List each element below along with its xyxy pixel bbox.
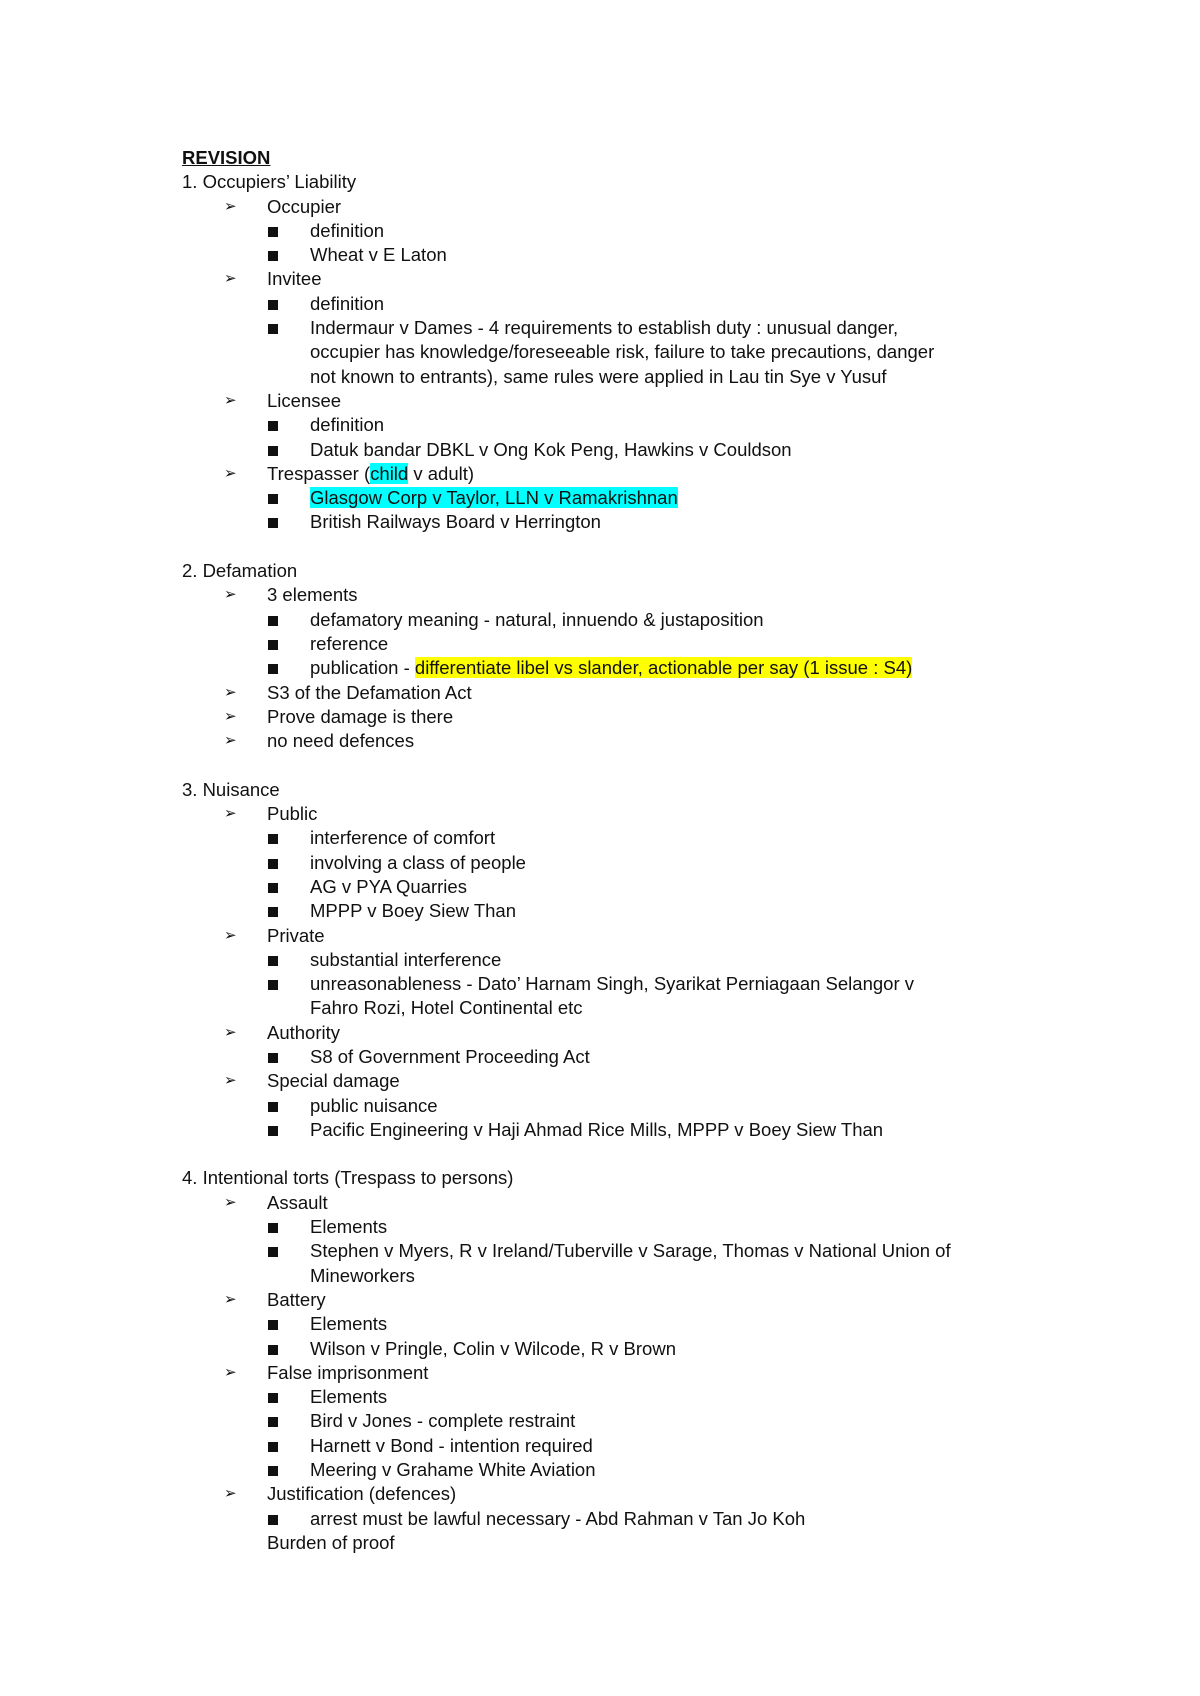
square-bullet-icon (268, 324, 278, 334)
list-item-level2 (182, 1118, 1082, 1142)
sub-item-text: arrest must be lawful necessary - Abd Rahman v Tan Jo Koh (310, 1507, 806, 1529)
sub-item-text: public nuisance (310, 1094, 438, 1116)
sub-item-text: involving a class of people (310, 851, 526, 873)
document-body (182, 146, 1082, 1555)
item-label: Invitee (267, 268, 322, 290)
arrowhead-bullet-icon: ➢ (224, 270, 237, 288)
list-item-level2 (182, 899, 1082, 923)
item-label-pre: Trespasser ( (267, 462, 371, 484)
item-label: Prove damage is there (267, 705, 454, 727)
sub-item-text: Datuk bandar DBKL v Ong Kok Peng, Hawkins v Couldson (310, 438, 792, 460)
square-bullet-icon (268, 1393, 278, 1403)
square-bullet-icon (268, 664, 278, 674)
list-item-level2 (182, 486, 1082, 510)
list-item-level2 (182, 1385, 1082, 1409)
list-item-level2 (182, 972, 1082, 996)
item-label: Battery (267, 1288, 326, 1310)
square-bullet-icon (268, 1126, 278, 1136)
arrowhead-bullet-icon: ➢ (224, 1485, 237, 1503)
sub-item-text: Harnett v Bond - intention required (310, 1434, 593, 1456)
list-item-level1 (182, 267, 1082, 291)
sub-item-text: publication - (310, 657, 415, 679)
item-label: Assault (267, 1191, 328, 1213)
item-label: Authority (267, 1021, 341, 1043)
document-title: REVISION (182, 147, 271, 168)
highlighted-text: Glasgow Corp v Taylor, LLN v Ramakrishnan (310, 487, 678, 509)
list-item-level1 (182, 1361, 1082, 1385)
sub-item-text: Wilson v Pringle, Colin v Wilcode, R v Brown (310, 1337, 676, 1359)
sub-item-text: definition (310, 414, 385, 436)
list-item-level1 (182, 1482, 1082, 1506)
sub-item-text: Fahro Rozi, Hotel Continental etc (310, 997, 583, 1019)
section-heading: 3. Nuisance (182, 778, 280, 800)
arrowhead-bullet-icon: ➢ (224, 391, 237, 409)
square-bullet-icon (268, 494, 278, 504)
section-gap (182, 753, 1082, 777)
sub-item-text: interference of comfort (310, 827, 496, 849)
arrowhead-bullet-icon: ➢ (224, 1290, 237, 1308)
item-label: S3 of the Defamation Act (267, 681, 472, 703)
arrowhead-bullet-icon: ➢ (224, 683, 237, 701)
arrowhead-bullet-icon: ➢ (224, 805, 237, 823)
square-bullet-icon (268, 1466, 278, 1476)
arrowhead-bullet-icon: ➢ (224, 464, 237, 482)
list-item-level1 (182, 1021, 1082, 1045)
list-item-level1 (182, 924, 1082, 948)
sub-item-text: Mineworkers (310, 1264, 415, 1286)
list-item-level2 (182, 243, 1082, 267)
square-bullet-icon (268, 834, 278, 844)
arrowhead-bullet-icon: ➢ (224, 1072, 237, 1090)
list-item-continuation (182, 365, 1082, 389)
list-item-level2 (182, 608, 1082, 632)
sub-item-text: substantial interference (310, 948, 502, 970)
sub-item-text: Elements (310, 1313, 388, 1335)
square-bullet-icon (268, 300, 278, 310)
sub-item-text: not known to entrants), same rules were applied in Lau tin Sye v Yusuf (310, 365, 887, 387)
list-item-level2 (182, 851, 1082, 875)
sub-item-text: Elements (310, 1216, 388, 1238)
list-item-level2 (182, 1094, 1082, 1118)
list-item-level2 (182, 656, 1082, 680)
square-bullet-icon (268, 1515, 278, 1525)
list-item-level2 (182, 413, 1082, 437)
list-item-level2 (182, 510, 1082, 534)
list-item-level2 (182, 1215, 1082, 1239)
list-item-level2 (182, 1045, 1082, 1069)
section-heading: 1. Occupiers’ Liability (182, 171, 357, 193)
highlighted-text: child (370, 462, 409, 484)
sub-item-text: Elements (310, 1386, 388, 1408)
item-label: Licensee (267, 389, 342, 411)
list-item-level1 (182, 195, 1082, 219)
square-bullet-icon (268, 956, 278, 966)
list-item-continuation (182, 996, 1082, 1020)
sub-item-text: British Railways Board v Herrington (310, 511, 601, 533)
list-item-level1 (182, 462, 1082, 486)
sub-item-text: Meering v Grahame White Aviation (310, 1459, 596, 1481)
item-label: Special damage (267, 1070, 400, 1092)
list-item-level1 (182, 583, 1082, 607)
arrowhead-bullet-icon: ➢ (224, 926, 237, 944)
sub-item-text: MPPP v Boey Siew Than (310, 900, 517, 922)
square-bullet-icon (268, 1345, 278, 1355)
sub-item-text: Bird v Jones - complete restraint (310, 1410, 576, 1432)
list-item-level2 (182, 316, 1082, 340)
square-bullet-icon (268, 446, 278, 456)
list-item-level2 (182, 1239, 1082, 1263)
arrowhead-bullet-icon: ➢ (224, 707, 237, 725)
list-item-level2 (182, 1507, 1082, 1531)
square-bullet-icon (268, 1417, 278, 1427)
arrowhead-bullet-icon: ➢ (224, 197, 237, 215)
highlighted-text: differentiate libel vs slander, actionable per say (1 issue : S4) (414, 657, 913, 679)
arrowhead-bullet-icon: ➢ (224, 586, 237, 604)
sub-item-text: Pacific Engineering v Haji Ahmad Rice Mills, MPPP v Boey Siew Than (310, 1118, 884, 1140)
list-item-level1 (182, 729, 1082, 753)
sub-item-text: AG v PYA Quarries (310, 875, 467, 897)
square-bullet-icon (268, 1247, 278, 1257)
list-item-level1 (182, 389, 1082, 413)
item-label: 3 elements (267, 584, 358, 606)
list-item-level1 (182, 1191, 1082, 1215)
section-gap (182, 535, 1082, 559)
square-bullet-icon (268, 251, 278, 261)
trailing-text: Burden of proof (267, 1531, 395, 1553)
square-bullet-icon (268, 227, 278, 237)
sub-item-text: definition (310, 219, 385, 241)
sub-item-text: occupier has knowledge/foreseeable risk, failure to take precautions, danger (310, 341, 935, 363)
sub-item-text: S8 of Government Proceeding Act (310, 1045, 590, 1067)
square-bullet-icon (268, 980, 278, 990)
square-bullet-icon (268, 1223, 278, 1233)
list-item-level2 (182, 1434, 1082, 1458)
section-gap (182, 1142, 1082, 1166)
sub-item-text: defamatory meaning - natural, innuendo & justaposition (310, 608, 764, 630)
list-item-level1 (182, 705, 1082, 729)
square-bullet-icon (268, 421, 278, 431)
list-item-level1 (182, 802, 1082, 826)
section-heading: 4. Intentional torts (Trespass to persons) (182, 1167, 514, 1189)
list-item-level2 (182, 632, 1082, 656)
item-label: no need defences (267, 730, 415, 752)
list-item-level2 (182, 1409, 1082, 1433)
square-bullet-icon (268, 1053, 278, 1063)
item-label: Public (267, 803, 318, 825)
list-item-level2 (182, 292, 1082, 316)
arrowhead-bullet-icon: ➢ (224, 732, 237, 750)
list-item-level2 (182, 826, 1082, 850)
list-item-level2 (182, 948, 1082, 972)
list-item-level2 (182, 219, 1082, 243)
sub-item-text: definition (310, 292, 385, 314)
square-bullet-icon (268, 1320, 278, 1330)
list-item-level2 (182, 1458, 1082, 1482)
list-item-level1 (182, 1288, 1082, 1312)
item-label: False imprisonment (267, 1361, 429, 1383)
square-bullet-icon (268, 616, 278, 626)
sub-item-text: unreasonableness - Dato’ Harnam Singh, Syarikat Perniagaan Selangor v (310, 973, 914, 995)
square-bullet-icon (268, 640, 278, 650)
sub-item-text: Indermaur v Dames - 4 requirements to establish duty : unusual danger, (310, 317, 899, 339)
square-bullet-icon (268, 1442, 278, 1452)
arrowhead-bullet-icon: ➢ (224, 1023, 237, 1041)
list-item-level1 (182, 681, 1082, 705)
item-label-post: v adult) (408, 462, 475, 484)
item-label: Justification (defences) (267, 1483, 457, 1505)
sub-item-text: reference (310, 632, 389, 654)
list-item-level2 (182, 1312, 1082, 1336)
sub-item-text: Stephen v Myers, R v Ireland/Tuberville v Sarage, Thomas v National Union of (310, 1240, 951, 1262)
list-item-continuation (182, 1264, 1082, 1288)
item-label: Occupier (267, 195, 342, 217)
list-item-level2 (182, 875, 1082, 899)
list-item-level2 (182, 438, 1082, 462)
list-item-level1 (182, 1069, 1082, 1093)
square-bullet-icon (268, 859, 278, 869)
square-bullet-icon (268, 1102, 278, 1112)
square-bullet-icon (268, 907, 278, 917)
arrowhead-bullet-icon: ➢ (224, 1363, 237, 1381)
list-item-continuation (182, 340, 1082, 364)
list-item-level2 (182, 1337, 1082, 1361)
item-label: Private (267, 924, 325, 946)
square-bullet-icon (268, 518, 278, 528)
arrowhead-bullet-icon: ➢ (224, 1193, 237, 1211)
square-bullet-icon (268, 883, 278, 893)
sub-item-text: Wheat v E Laton (310, 244, 447, 266)
section-heading: 2. Defamation (182, 560, 298, 582)
